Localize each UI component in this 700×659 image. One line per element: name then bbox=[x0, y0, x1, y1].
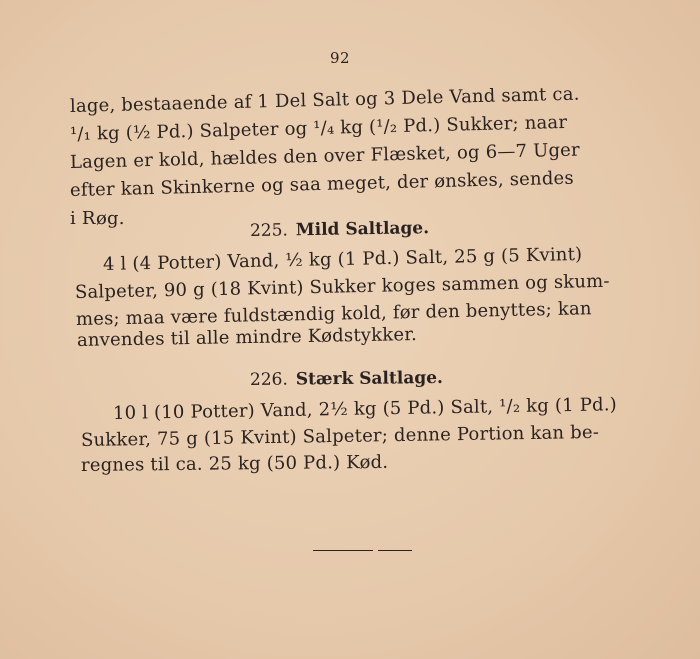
recipe-heading bbox=[250, 217, 429, 242]
recipe-number: 225. bbox=[249, 220, 289, 241]
recipe-line: Sukker, 75 g (15 Kvint) Salpeter; denne Portion kan be- bbox=[80, 421, 600, 451]
intro-line: ¹/₁ kg (½ Pd.) Salpeter og ¹/₄ kg (¹/₂ Pd.) Sukker; naar bbox=[69, 111, 568, 145]
recipe-number: 226. bbox=[249, 369, 288, 390]
end-rule-left bbox=[313, 550, 373, 551]
recipe-heading bbox=[250, 367, 443, 391]
intro-line: efter kan Skinkerne og saa meget, der ønskes, sendes bbox=[69, 167, 575, 201]
recipe-line: mes; maa være fuldstændig kold, før den benyttes; kan bbox=[75, 298, 592, 330]
end-rule-right bbox=[378, 550, 412, 551]
recipe-title: Mild Saltlage. bbox=[295, 218, 430, 241]
recipe-title: Stærk Saltlage. bbox=[295, 367, 444, 390]
recipe-line: 10 l (10 Potter) Vand, 2½ kg (5 Pd.) Salt, ¹/₂ kg (1 Pd.) bbox=[112, 394, 618, 424]
recipe-line: regnes til ca. 25 kg (50 Pd.) Kød. bbox=[80, 451, 389, 476]
recipe-line: 4 l (4 Potter) Vand, ½ kg (1 Pd.) Salt, 25 g (5 Kvint) bbox=[102, 243, 583, 275]
intro-line: i Røg. bbox=[70, 208, 125, 229]
recipe-line: Salpeter, 90 g (18 Kvint) Sukker koges sammen og skum- bbox=[74, 270, 610, 303]
recipe-line: anvendes til alle mindre Kødstykker. bbox=[76, 324, 418, 351]
page-number: 92 bbox=[329, 49, 351, 67]
intro-line: Lagen er kold, hældes den over Flæsket, og 6—7 Uger bbox=[69, 139, 581, 173]
intro-line: lage, bestaaende af 1 Del Salt og 3 Dele Vand samt ca. bbox=[69, 83, 580, 117]
